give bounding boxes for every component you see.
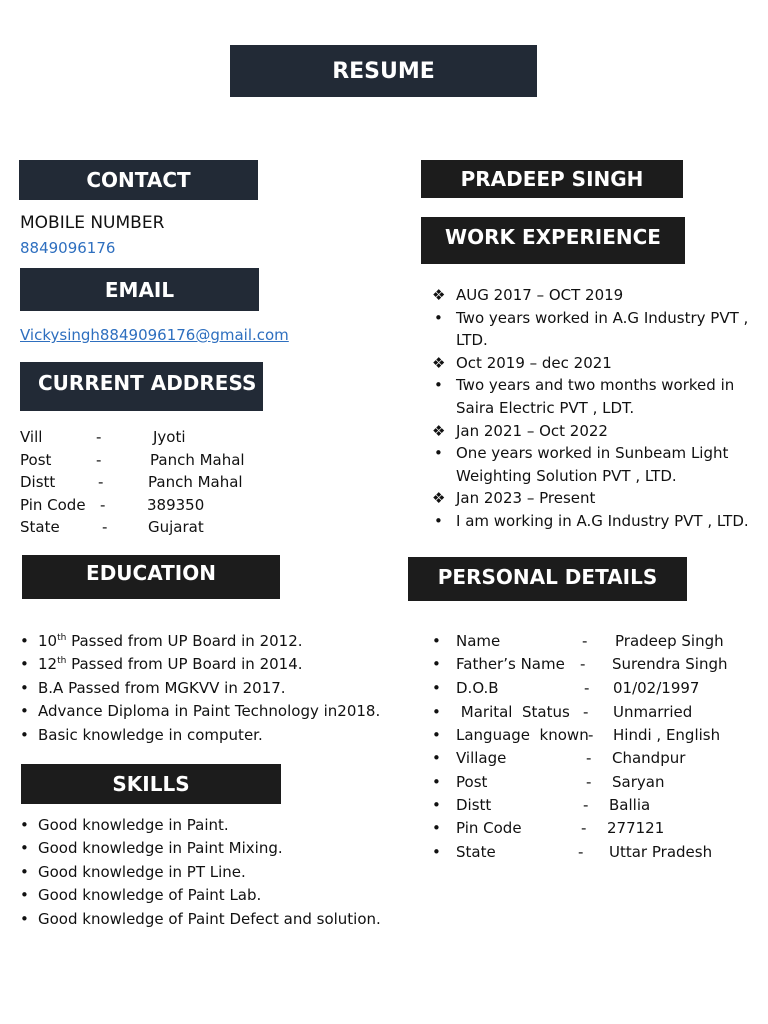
- email-heading-box: [20, 268, 259, 311]
- list-item: • 12th Passed from UP Board in 2014.: [20, 655, 303, 674]
- address-label: Post: [20, 451, 52, 469]
- list-item: • One years worked in Sunbeam Light Weighting Solution PVT , LTD.: [434, 444, 729, 485]
- list-item: ❖ Oct 2019 – dec 2021: [432, 353, 612, 372]
- list-item: • Good knowledge of Paint Lab.: [20, 886, 262, 905]
- mobile-label: MOBILE NUMBER: [20, 213, 165, 233]
- list-item: • Two years worked in A.G Industry PVT , LTD.: [434, 308, 749, 350]
- list-item: • Good knowledge in Paint Mixing.: [20, 839, 283, 858]
- list-item: ❖ AUG 2017 – OCT 2019: [432, 286, 624, 304]
- work-heading-box: [421, 217, 685, 264]
- list-item: • Good knowledge in PT Line.: [20, 862, 246, 881]
- contact-heading-box: [19, 160, 258, 200]
- list-item: ❖ Jan 2021 – Oct 2022: [432, 421, 608, 440]
- address-sep: -: [98, 473, 104, 491]
- list-item: • Good knowledge in Paint.: [20, 816, 229, 834]
- education-heading-box: [22, 555, 280, 599]
- list-item: • Good knowledge of Paint Defect and solution.: [20, 909, 381, 928]
- list-item: • B.A Passed from MGKVV in 2017.: [20, 678, 286, 697]
- address-value: Panch Mahal: [150, 451, 245, 469]
- list-item: ❖ Jan 2023 – Present: [432, 489, 596, 508]
- list-item: • I am working in A.G Industry PVT , LTD.: [434, 511, 749, 530]
- contact-heading: CONTACT: [86, 168, 191, 192]
- list-item: • 10th Passed from UP Board in 2012.: [20, 632, 303, 650]
- email-link[interactable]: Vickysingh8849096176@gmail.com: [20, 326, 289, 344]
- resume-title: RESUME: [332, 58, 435, 84]
- address-value: Panch Mahal: [148, 473, 243, 491]
- skills-heading: SKILLS: [112, 772, 190, 796]
- candidate-name: PRADEEP SINGH: [460, 167, 644, 191]
- email-heading: EMAIL: [104, 277, 175, 302]
- work-heading: WORK EXPERIENCE: [445, 224, 661, 249]
- education-list: [20, 630, 380, 747]
- list-item: • Two years and two months worked in Saira Electric PVT , LDT.: [434, 376, 735, 417]
- address-label: Vill: [20, 428, 43, 446]
- name-heading-box: [421, 160, 683, 198]
- address-heading-box: [20, 362, 263, 411]
- address-value: 389350: [147, 496, 205, 514]
- address-label: Pin Code: [20, 496, 86, 514]
- address-sep: -: [102, 518, 108, 536]
- address-label: Distt: [20, 473, 56, 491]
- address-value: Jyoti: [153, 428, 186, 446]
- education-heading: EDUCATION: [86, 561, 216, 585]
- address-sep: -: [100, 496, 106, 514]
- list-item: • Advance Diploma in Paint Technology in2018.: [20, 702, 381, 721]
- address-sep: -: [96, 428, 102, 446]
- list-item: • Basic knowledge in computer.: [20, 725, 263, 744]
- work-experience-list: [432, 284, 762, 533]
- mobile-number: 8849096176: [20, 239, 116, 257]
- address-value: Gujarat: [148, 518, 204, 536]
- skills-heading-box: [21, 764, 281, 804]
- personal-heading-box: [408, 557, 687, 601]
- resume-title-box: [230, 45, 537, 97]
- address-heading: CURRENT ADDRESS: [38, 370, 257, 395]
- skills-list: [20, 814, 381, 931]
- personal-heading: PERSONAL DETAILS: [437, 565, 658, 589]
- address-label: State: [20, 518, 60, 536]
- address-sep: -: [96, 451, 102, 469]
